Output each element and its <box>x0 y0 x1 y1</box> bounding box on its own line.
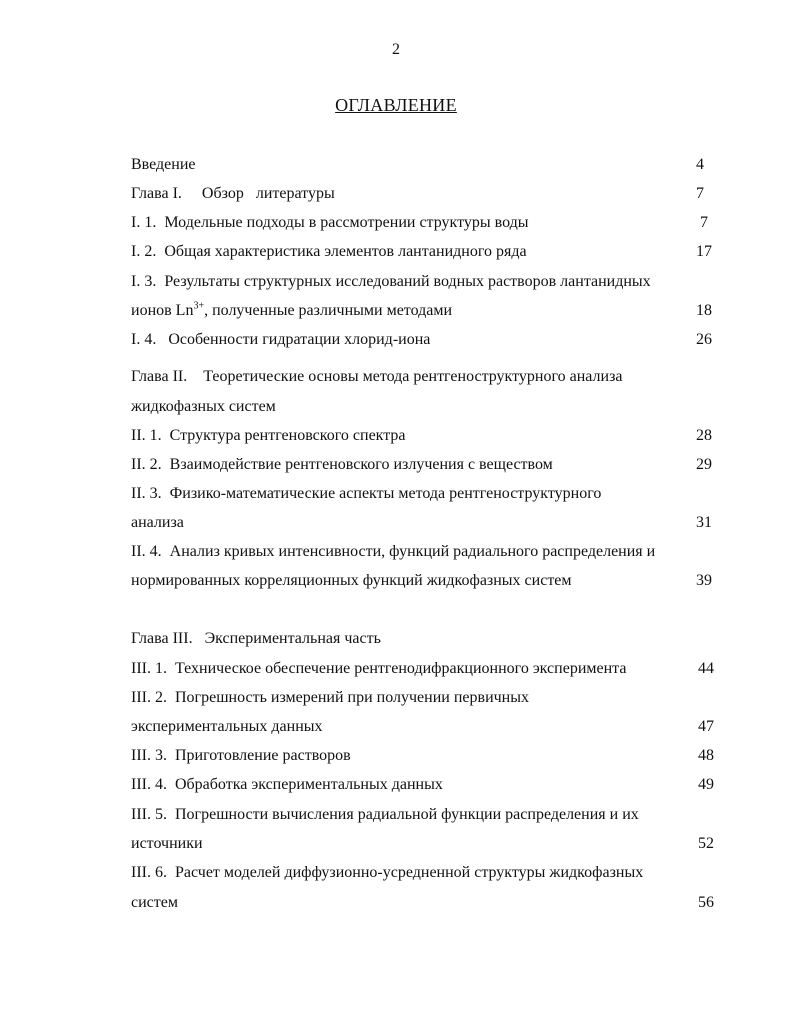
toc-title: ОГЛАВЛЕНИЕ <box>335 95 457 115</box>
toc-entry-text: I. 2. Общая характеристика элементов лантанидного ряда <box>131 243 527 260</box>
toc-entry-text: Введение <box>131 156 196 173</box>
toc-entry-text: систем <box>131 894 178 911</box>
toc-entry-page: 49 <box>698 776 714 793</box>
toc-entry-text: Глава II. Теоретические основы метода рентгеноструктурного анализа <box>131 368 623 385</box>
toc-entry-text: III. 3. Приготовление растворов <box>131 747 351 764</box>
toc-entry-text <box>131 301 452 321</box>
toc-entry-page: 17 <box>696 243 712 260</box>
toc-entry-text: III. 5. Погрешности вычисления радиальной функции распределения и их <box>131 806 639 823</box>
toc-entry-text: II. 3. Физико-математические аспекты метода рентгеноструктурного <box>131 485 602 502</box>
toc-entry-page: 47 <box>698 718 714 735</box>
toc-entry-page: 7 <box>700 214 708 231</box>
toc-entry-page: 18 <box>696 302 712 319</box>
toc-entry-text: источники <box>131 835 203 852</box>
toc-entry-text-part: ионов Ln <box>131 302 194 319</box>
toc-entry-text-part: , полученные различными методами <box>204 302 453 319</box>
toc-entry-text: I. 3. Результаты структурных исследований водных растворов лантанидных <box>131 273 651 290</box>
page-number: 2 <box>392 41 400 58</box>
toc-entry-page: 39 <box>696 572 712 589</box>
toc-entry-text: I. 4. Особенности гидратации хлорид-иона <box>131 331 431 348</box>
toc-entry-page: 7 <box>696 185 704 202</box>
toc-entry-page: 48 <box>698 747 714 764</box>
toc-entry-text: I. 1. Модельные подходы в рассмотрении структуры воды <box>131 214 529 231</box>
toc-entry-page: 56 <box>698 894 714 911</box>
toc-entry-text: экспериментальных данных <box>131 718 323 735</box>
toc-entry-text: III. 1. Техническое обеспечение рентгенодифракционного эксперимента <box>131 660 627 677</box>
toc-entry-text: анализа <box>131 514 184 531</box>
toc-entry-text: Глава III. Экспериментальная часть <box>131 630 381 647</box>
toc-entry-text: III. 4. Обработка экспериментальных данных <box>131 776 443 793</box>
toc-entry-page: 29 <box>696 456 712 473</box>
toc-entry-text: II. 1. Структура рентгеновского спектра <box>131 427 406 444</box>
toc-entry-page: 28 <box>696 427 712 444</box>
toc-entry-page: 26 <box>696 331 712 348</box>
toc-entry-page: 31 <box>696 514 712 531</box>
toc-entry-text: II. 2. Взаимодействие рентгеновского излучения с веществом <box>131 456 553 473</box>
toc-entry-text: нормированных корреляционных функций жидкофазных систем <box>131 572 572 589</box>
toc-entry-text: Глава I. Обзор литературы <box>131 185 335 202</box>
toc-entry-text: жидкофазных систем <box>131 398 276 415</box>
ion-charge-superscript: 3+ <box>193 300 205 312</box>
toc-entry-page: 44 <box>698 660 714 677</box>
toc-entry-text: II. 4. Анализ кривых интенсивности, функций радиального распределения и <box>131 543 656 560</box>
toc-entry-page: 4 <box>696 156 704 173</box>
toc-entry-text: III. 6. Расчет моделей диффузионно-усредненной структуры жидкофазных <box>131 864 644 881</box>
toc-entry-page: 52 <box>698 835 714 852</box>
toc-entry-text: III. 2. Погрешность измерений при получении первичных <box>131 689 529 706</box>
